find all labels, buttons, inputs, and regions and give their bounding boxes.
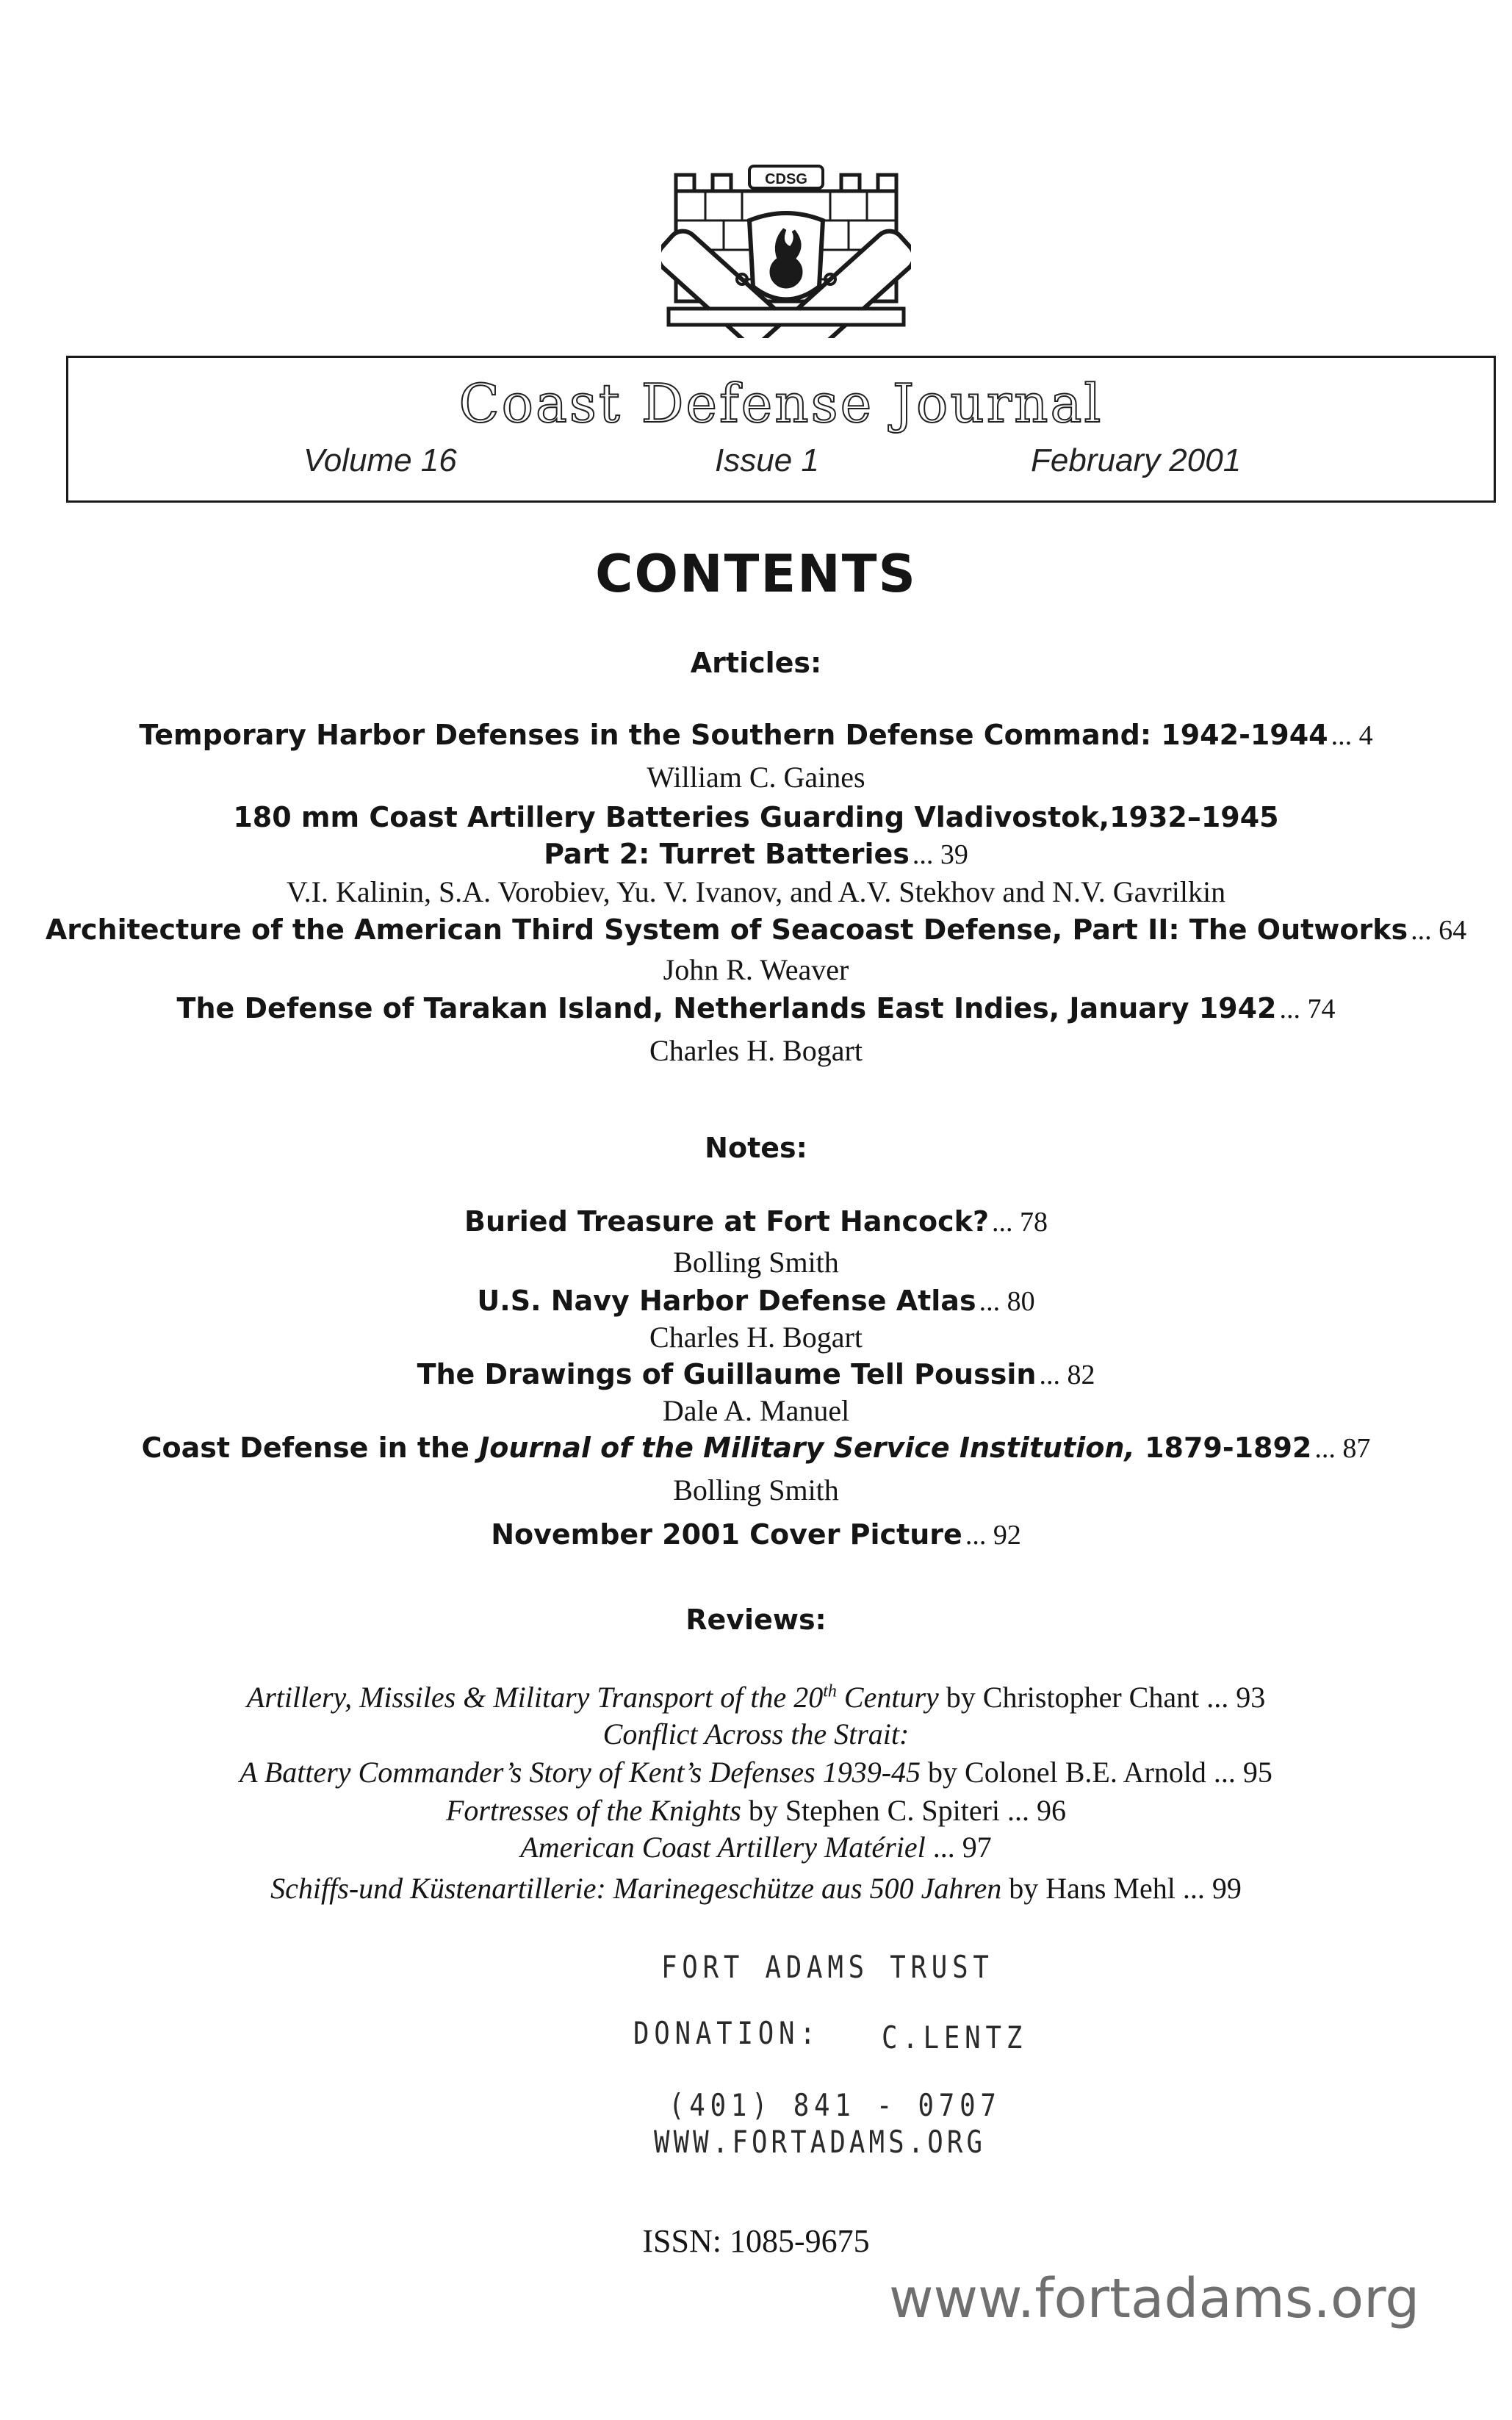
note-1-title-line xyxy=(0,1205,1512,1238)
date-label: February 2001 xyxy=(1031,442,1242,478)
article-1-page: ... 4 xyxy=(1331,720,1373,751)
article-4-title: The Defense of Tarakan Island, Netherlands East Indies, January 1942 xyxy=(176,992,1277,1024)
note-4-title-pre: Coast Defense in the xyxy=(141,1432,480,1464)
review-6-rest: by Hans Mehl ... 99 xyxy=(1001,1872,1242,1905)
review-2 xyxy=(0,1717,1512,1751)
review-1-title-a: Artillery, Missiles & Military Transport of the 20 xyxy=(246,1681,824,1714)
review-4-rest: by Stephen C. Spiteri ... 96 xyxy=(741,1794,1067,1827)
note-2-author: Charles H. Bogart xyxy=(649,1321,863,1354)
article-3-title: Architecture of the American Third System of Seacoast Defense, Part II: The Outworks xyxy=(45,913,1408,946)
article-3-author: John R. Weaver xyxy=(663,953,849,986)
article-4-author: Charles H. Bogart xyxy=(649,1034,863,1067)
article-4-title-line xyxy=(0,992,1512,1025)
volume-label: Volume 16 xyxy=(303,442,457,478)
issn: ISSN: 1085-9675 xyxy=(642,2223,870,2259)
article-3-page: ... 64 xyxy=(1411,915,1467,946)
review-6-title: Schiffs-und Küstenartillerie: Marinegeschütze aus 500 Jahren xyxy=(270,1872,1002,1905)
note-3-title: The Drawings of Guillaume Tell Poussin xyxy=(417,1358,1037,1390)
review-2-title: Conflict Across the Strait: xyxy=(602,1717,910,1751)
note-2-title: U.S. Navy Harbor Defense Atlas xyxy=(477,1285,976,1317)
note-4-page: ... 87 xyxy=(1314,1433,1371,1464)
review-6 xyxy=(0,1871,1512,1906)
review-3-title: A Battery Commander’s Story of Kent’s Defenses 1939-45 xyxy=(240,1756,921,1789)
note-1-title: Buried Treasure at Fort Hancock? xyxy=(464,1205,989,1238)
notes-heading: Notes: xyxy=(705,1132,807,1164)
journal-header xyxy=(66,356,1496,503)
article-1-title-line xyxy=(0,719,1512,752)
watermark: www.fortadams.org xyxy=(889,2267,1420,2330)
article-2-author: V.I. Kalinin, S.A. Vorobiev, Yu. V. Ivanov, and A.V. Stekhov and N.V. Gavrilkin xyxy=(286,875,1226,908)
stamp-donation-label: DONATION: xyxy=(633,2015,821,2051)
note-4-author: Bolling Smith xyxy=(673,1473,839,1507)
note-3-author: Dale A. Manuel xyxy=(662,1394,850,1427)
note-3-page: ... 82 xyxy=(1039,1360,1095,1390)
cdsg-logo xyxy=(661,162,911,338)
note-4-title-italic: Journal of the Military Service Institution, xyxy=(479,1432,1135,1464)
review-3 xyxy=(0,1755,1512,1789)
article-2-title-line2 xyxy=(0,838,1512,871)
review-4-title: Fortresses of the Knights xyxy=(445,1794,741,1827)
article-3-title-line xyxy=(0,913,1512,947)
review-1-rest: by Christopher Chant ... 93 xyxy=(938,1681,1266,1714)
stamp-line-1: FORT ADAMS TRUST xyxy=(661,1949,994,1985)
note-5-page: ... 92 xyxy=(965,1520,1021,1551)
stamp-website: WWW.FORTADAMS.ORG xyxy=(654,2124,987,2160)
note-1-author: Bolling Smith xyxy=(673,1246,839,1279)
reviews-heading: Reviews: xyxy=(685,1604,827,1636)
contents-heading: CONTENTS xyxy=(595,544,917,604)
review-4 xyxy=(0,1793,1512,1828)
issue-label: Issue 1 xyxy=(715,442,819,478)
logo-text: CDSG xyxy=(765,171,807,187)
article-1-author: William C. Gaines xyxy=(647,761,865,794)
review-1-title-b: Century xyxy=(836,1681,939,1714)
note-3-title-line xyxy=(0,1358,1512,1391)
note-4-title-line xyxy=(0,1432,1512,1465)
note-2-title-line xyxy=(0,1285,1512,1318)
note-2-page: ... 80 xyxy=(979,1286,1035,1317)
article-4-page: ... 74 xyxy=(1279,994,1336,1024)
note-5-title-line xyxy=(0,1518,1512,1551)
article-2-subtitle: Part 2: Turret Batteries xyxy=(544,838,910,870)
article-1-title: Temporary Harbor Defenses in the Southern Defense Command: 1942-1944 xyxy=(139,719,1328,751)
article-2-title: 180 mm Coast Artillery Batteries Guarding Vladivostok,1932–1945 xyxy=(233,801,1279,833)
review-1 xyxy=(0,1680,1512,1715)
stamp-phone: (401) 841 - 0707 xyxy=(669,2087,1001,2123)
review-5-title: American Coast Artillery Matériel xyxy=(520,1831,926,1864)
review-5-rest: ... 97 xyxy=(925,1831,992,1864)
note-1-page: ... 78 xyxy=(991,1207,1048,1238)
article-2-page: ... 39 xyxy=(912,839,968,870)
review-3-rest: by Colonel B.E. Arnold ... 95 xyxy=(921,1756,1272,1789)
review-1-sup: th xyxy=(823,1681,837,1701)
stamp-donation-value: C.LENTZ xyxy=(882,2019,1028,2055)
review-5 xyxy=(0,1830,1512,1864)
articles-heading: Articles: xyxy=(690,647,822,679)
note-5-title: November 2001 Cover Picture xyxy=(491,1518,962,1551)
journal-title: Coast Defense Journal xyxy=(458,373,1104,434)
note-4-title-post: 1879-1892 xyxy=(1134,1432,1312,1464)
